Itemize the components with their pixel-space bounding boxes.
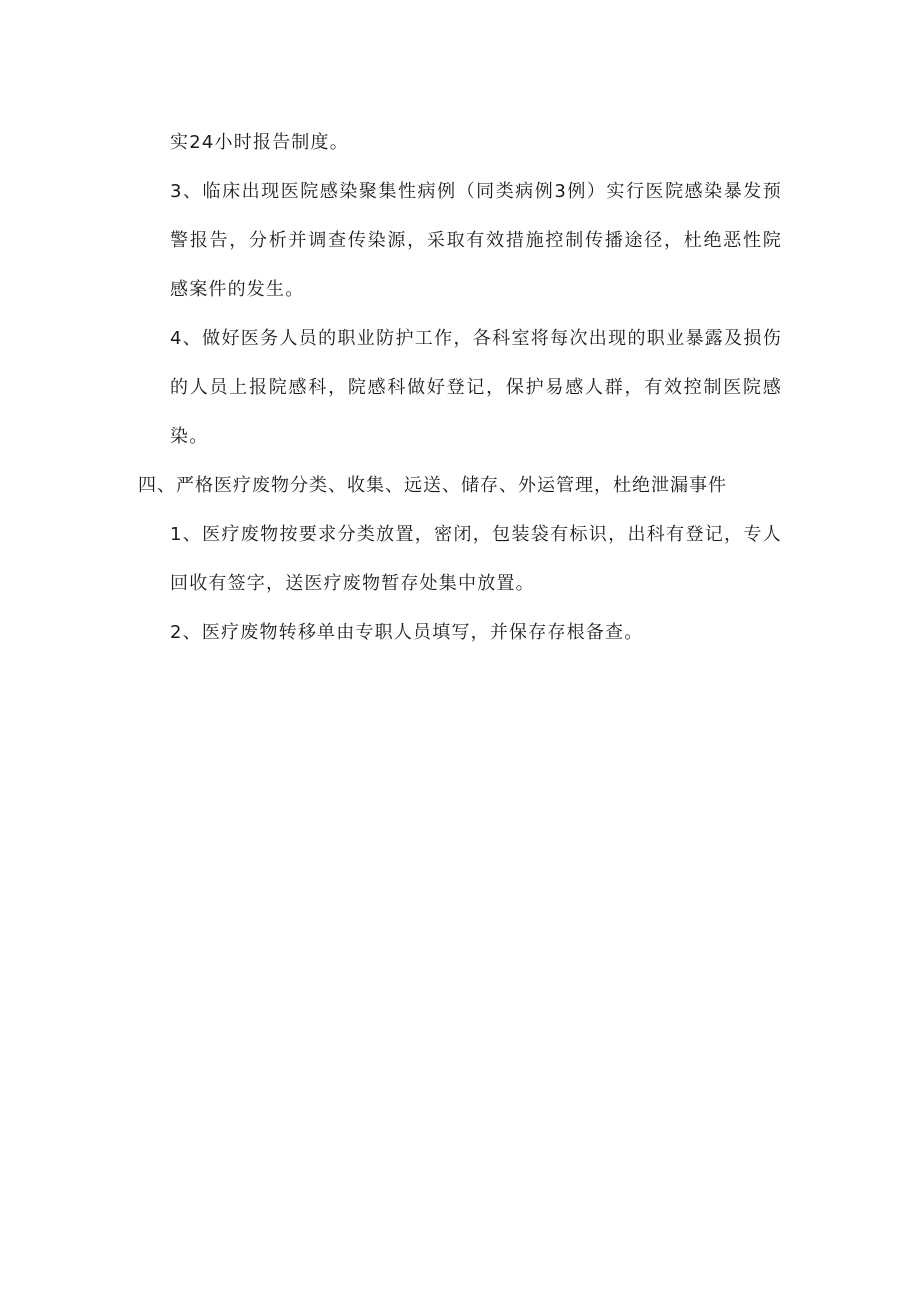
paragraph-waste-1: 1、医疗废物按要求分类放置，密闭，包装袋有标识，出科有登记，专人回收有签字，送医疗废物暂存处集中放置。 (170, 524, 782, 594)
paragraph-item-3: 3、临床出现医院感染聚集性病例（同类病例3例）实行医院感染暴发预警报告，分析并调查传染源，采取有效措施控制传播途径，杜绝恶性院感案件的发生。 (170, 181, 782, 300)
section-heading-4: 四、严格医疗废物分类、收集、远送、储存、外运管理，杜绝泄漏事件 (138, 475, 727, 496)
paragraph-waste-2: 2、医疗废物转移单由专职人员填写，并保存存根备查。 (170, 622, 644, 643)
paragraph-continuation: 实24小时报告制度。 (170, 132, 349, 153)
paragraph-item-4: 4、做好医务人员的职业防护工作，各科室将每次出现的职业暴露及损伤的人员上报院感科，院感科做好登记，保护易感人群，有效控制医院感染。 (170, 328, 782, 447)
